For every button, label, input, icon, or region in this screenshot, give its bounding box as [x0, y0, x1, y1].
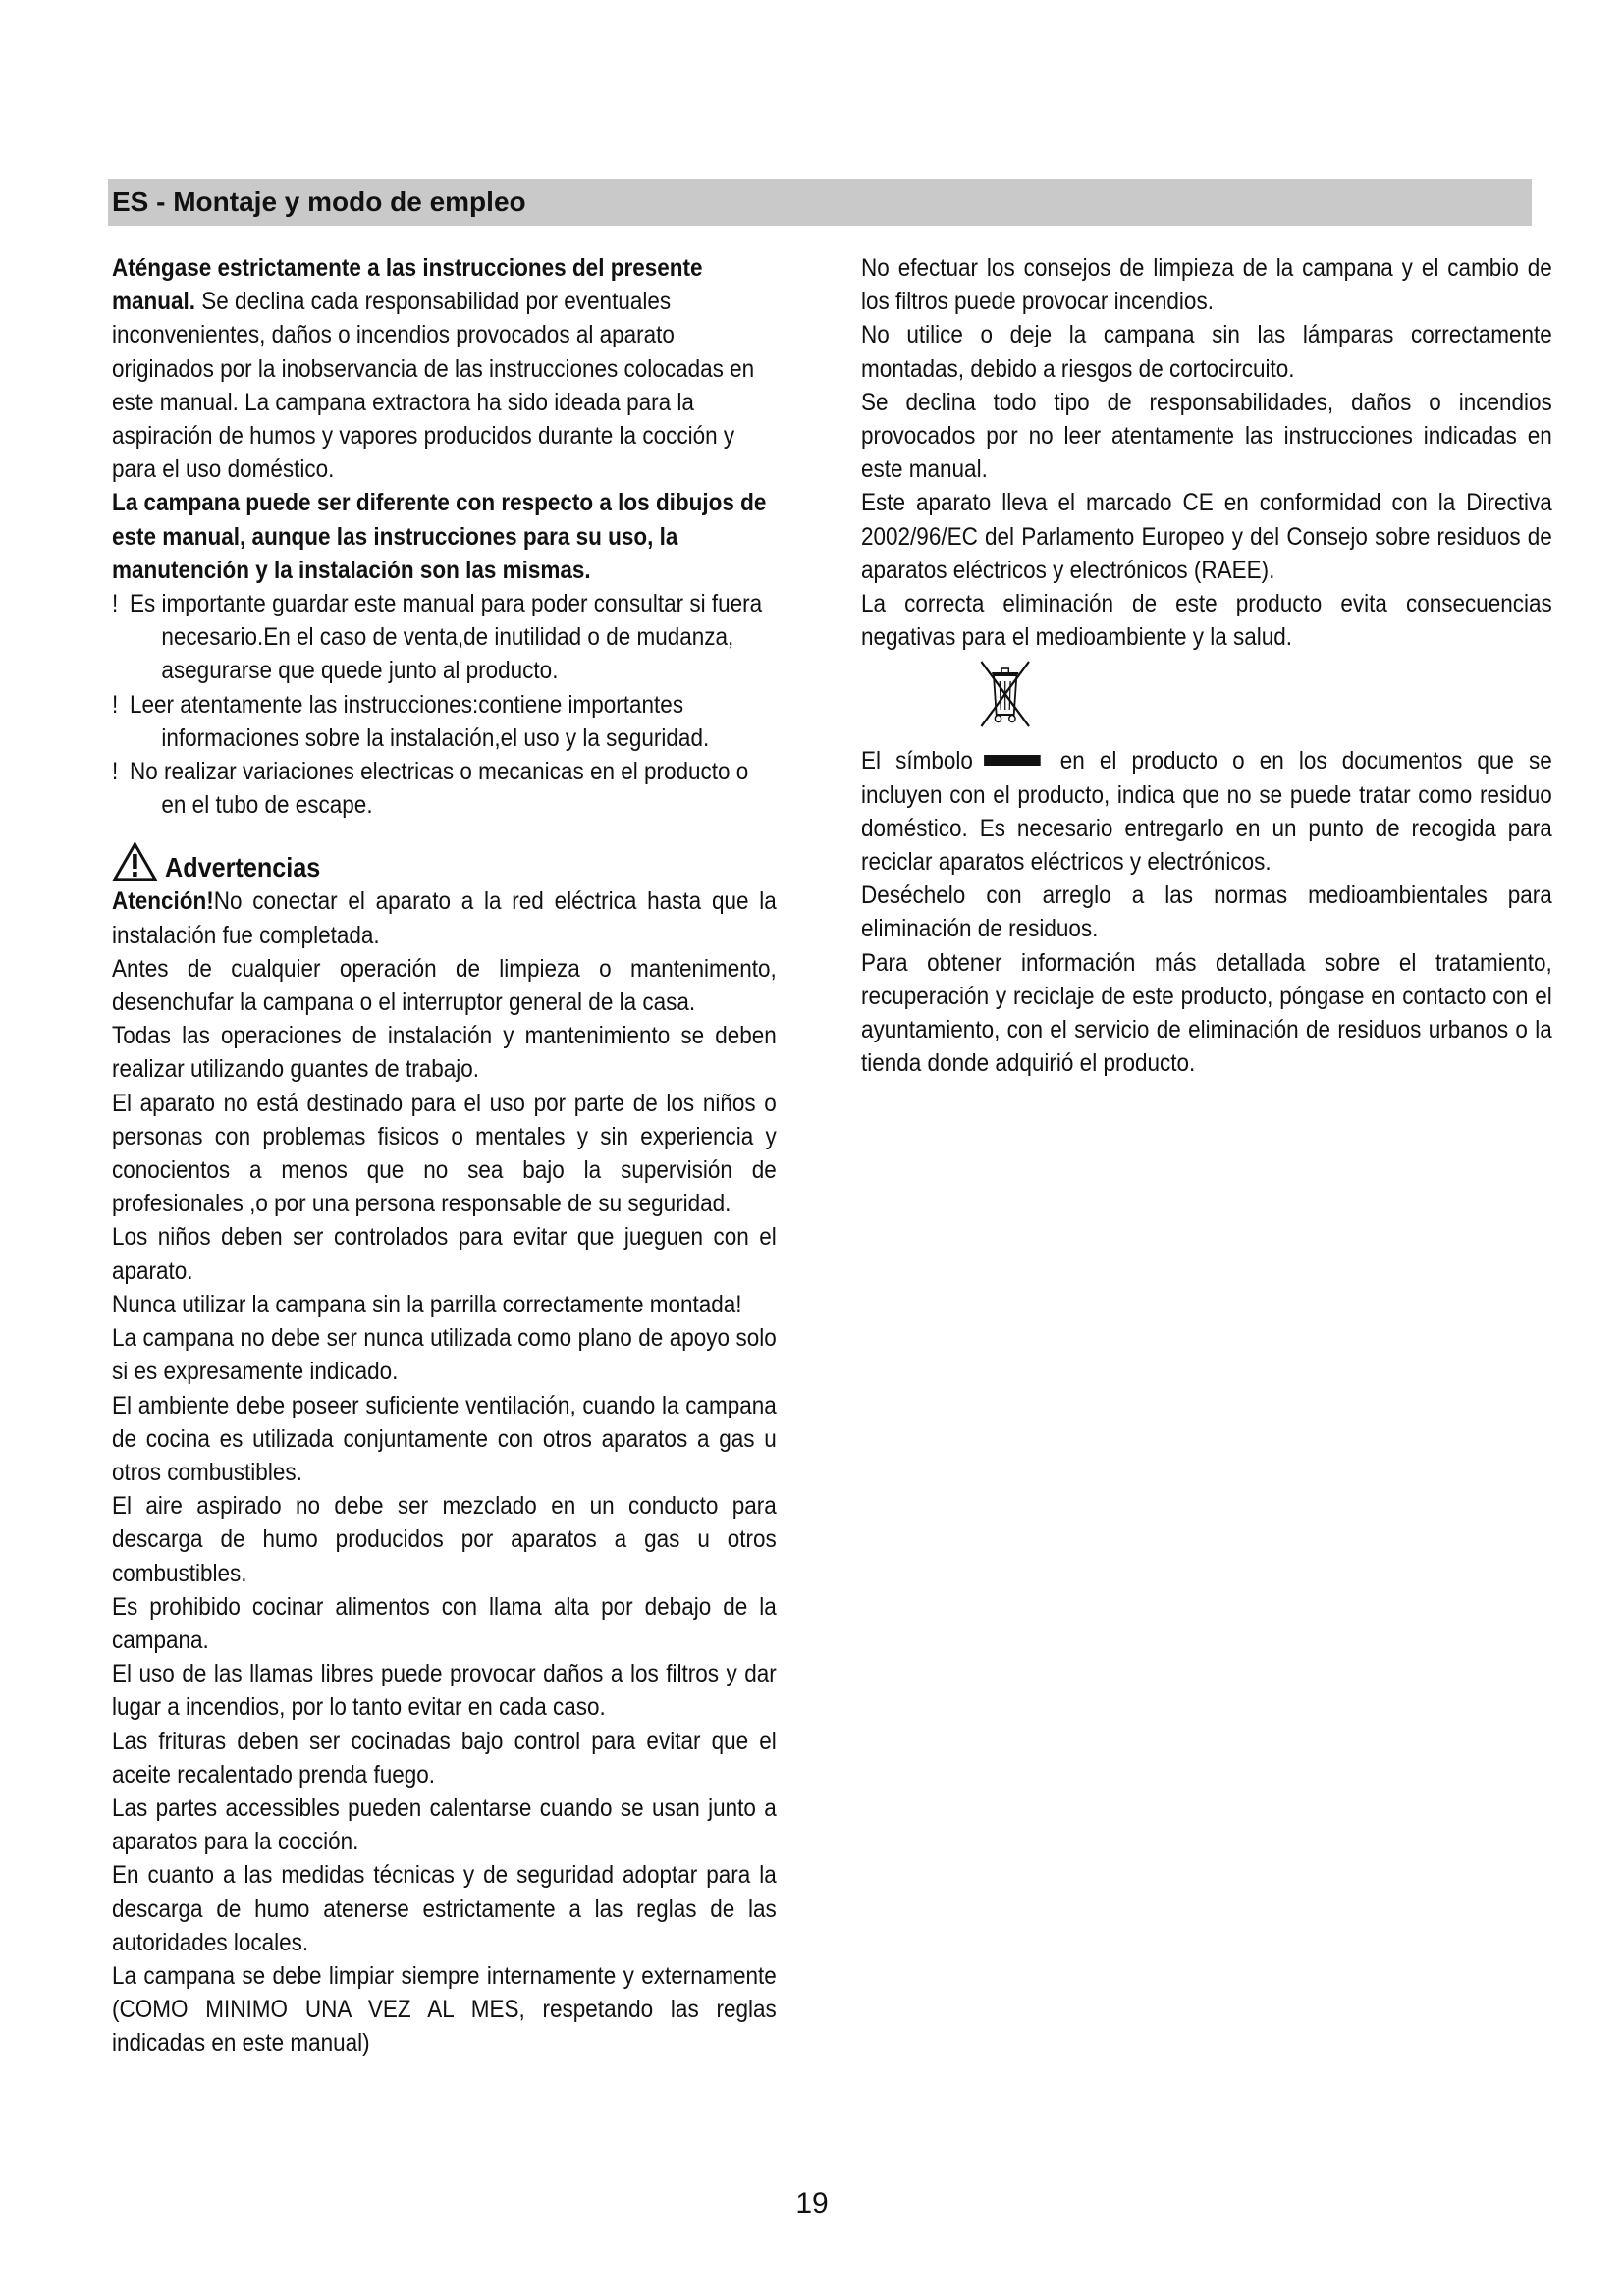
info-paragraph: Para obtener información más detallada sobre el tratamiento, recuperación y reciclaje de este producto, póngase en contacto con el ayuntamiento, con el servicio de eliminación de residuos urbanos o la tienda donde adquirió el producto. [861, 948, 1552, 1078]
symbol-text: en el producto o en los documentos que se incluyen con el producto, indica que no se puede tratar como residuo doméstico. Es necesario entregarlo en un punto de recogida para reciclar aparatos eléctricos y electrónicos. [861, 747, 1552, 877]
bullet-text: Es importante guardar este manual para poder consultar si fuera necesario.En el caso de venta,de inutilidad o de mudanza, asegurarse que quede junto al producto. [130, 590, 763, 685]
black-bar-symbol-icon [984, 755, 1041, 766]
intro-bold-lead: Aténgase estrictamente a las instrucciones del presente manual. [112, 254, 703, 316]
warning-triangle-icon [112, 841, 158, 882]
warning-paragraph: La campana no debe ser nunca utilizada como plano de apoyo solo si es expresamente indicado. [112, 1324, 777, 1386]
warning-paragraph: El aparato no está destinado para el uso por parte de los niños o personas con problemas fisicos o mentales y sin experiencia y conocientos a menos que no sea bajo la supervisión de profesionales ,o por una persona responsable de su seguridad. [112, 1089, 777, 1218]
intro-block [112, 251, 777, 587]
warning-paragraph: El ambiente debe poseer suficiente ventilación, cuando la campana de cocina es utilizada conjuntamente con otros aparatos a gas u otros combustibles. [112, 1391, 777, 1486]
warnings-heading [112, 841, 777, 882]
info-paragraph: Deséchelo con arreglo a las normas medioambientales para eliminación de residuos. [861, 881, 1552, 943]
warning-paragraph: El aire aspirado no debe ser mezclado en un conducto para descarga de humo producidos por aparatos a gas u otros combustibles. [112, 1492, 777, 1587]
warning-paragraph: Todas las operaciones de instalación y mantenimiento se deben realizar utilizando guantes de trabajo. [112, 1022, 777, 1084]
intro-bold-note: La campana puede ser diferente con respecto a los dibujos de este manual, aunque las instrucciones para su uso, la manutención y la instalación son las mismas. [112, 489, 767, 584]
warning-paragraph: Las partes accessibles pueden calentarse cuando se usan junto a aparatos para la cocción. [112, 1793, 777, 1856]
right-column [861, 251, 1552, 1080]
info-paragraph: Se declina todo tipo de responsabilidades, daños o incendios provocados por no leer atentamente las instrucciones indicadas en este manual. [861, 388, 1552, 484]
info-paragraph: No utilice o deje la campana sin las lámparas correctamente montadas, debido a riesgos de cortocircuito. [861, 321, 1552, 383]
warning-paragraph: Los niños deben ser controlados para evitar que jueguen con el aparato. [112, 1223, 777, 1285]
intro-text: Se declina cada responsabilidad por eventuales inconvenientes, daños o incendios provocados al aparato originados por la inobservancia de las instrucciones colocadas en este manual. La campana extractora ha sido ideada para la aspiración de humos y vapores producidos durante la cocción y para el uso doméstico. [112, 288, 755, 484]
warning-paragraph: Es prohibido cocinar alimentos con llama alta por debajo de la campana. [112, 1592, 777, 1654]
exclamation-icon: ! [112, 690, 119, 719]
bullet-text: Leer atentamente las instrucciones:contiene importantes informaciones sobre la instalación,el uso y la seguridad. [130, 690, 710, 752]
attention-label: Atención! [112, 887, 214, 916]
warnings-title: Advertencias [165, 852, 321, 883]
warning-paragraph: El uso de las llamas libres puede provocar daños a los filtros y dar lugar a incendios, por lo tanto evitar en cada caso. [112, 1660, 777, 1722]
warning-paragraph: En cuanto a las medidas técnicas y de seguridad adoptar para la descarga de humo atenerse estrictamente a las reglas de las autoridades locales. [112, 1861, 777, 1956]
section-header [108, 179, 1532, 226]
crossed-out-wheelie-bin-icon [974, 658, 1036, 734]
warning-paragraph: Las frituras deben ser cocinadas bajo control para evitar que el aceite recalentado prenda fuego. [112, 1727, 777, 1789]
weee-symbol-block [861, 654, 1552, 744]
bullet-text: No realizar variaciones electricas o mecanicas en el producto o en el tubo de escape. [130, 758, 749, 820]
intro-paragraph [112, 251, 777, 486]
exclamation-icon: ! [112, 758, 119, 786]
section-title: ES - Montaje y modo de empleo [112, 187, 526, 217]
symbol-paragraph [861, 744, 1552, 879]
symbol-prefix: El símbolo [861, 747, 973, 775]
exclamation-icon: ! [112, 590, 119, 618]
info-paragraph: No efectuar los consejos de limpieza de la campana y el cambio de los filtros puede provocar incendios. [861, 254, 1552, 316]
bullet-item [112, 587, 777, 688]
warning-paragraph: Antes de cualquier operación de limpieza o mantenimento, desenchufar la campana o el interruptor general de la casa. [112, 954, 777, 1017]
attention-paragraph [112, 884, 777, 951]
warning-paragraph: Nunca utilizar la campana sin la parrilla correctamente montada! [112, 1290, 742, 1318]
page-number: 19 [795, 2187, 829, 2219]
warning-paragraph: La campana se debe limpiar siempre internamente y externamente (COMO MINIMO UNA VEZ AL MES, respetando las reglas indicadas en este manual) [112, 1961, 777, 2057]
bullet-item [112, 755, 777, 822]
info-paragraph: La correcta eliminación de este producto evita consecuencias negativas para el medioambiente y la salud. [861, 590, 1552, 652]
left-column [112, 251, 777, 2060]
info-paragraph: Este aparato lleva el marcado CE en conformidad con la Directiva 2002/96/EC del Parlamento Europeo y del Consejo sobre residuos de aparatos eléctricos y electrónicos (RAEE). [861, 489, 1552, 584]
bullet-item [112, 688, 777, 755]
attention-text: No conectar el aparato a la red eléctrica hasta que la instalación fue completada. [112, 887, 777, 949]
